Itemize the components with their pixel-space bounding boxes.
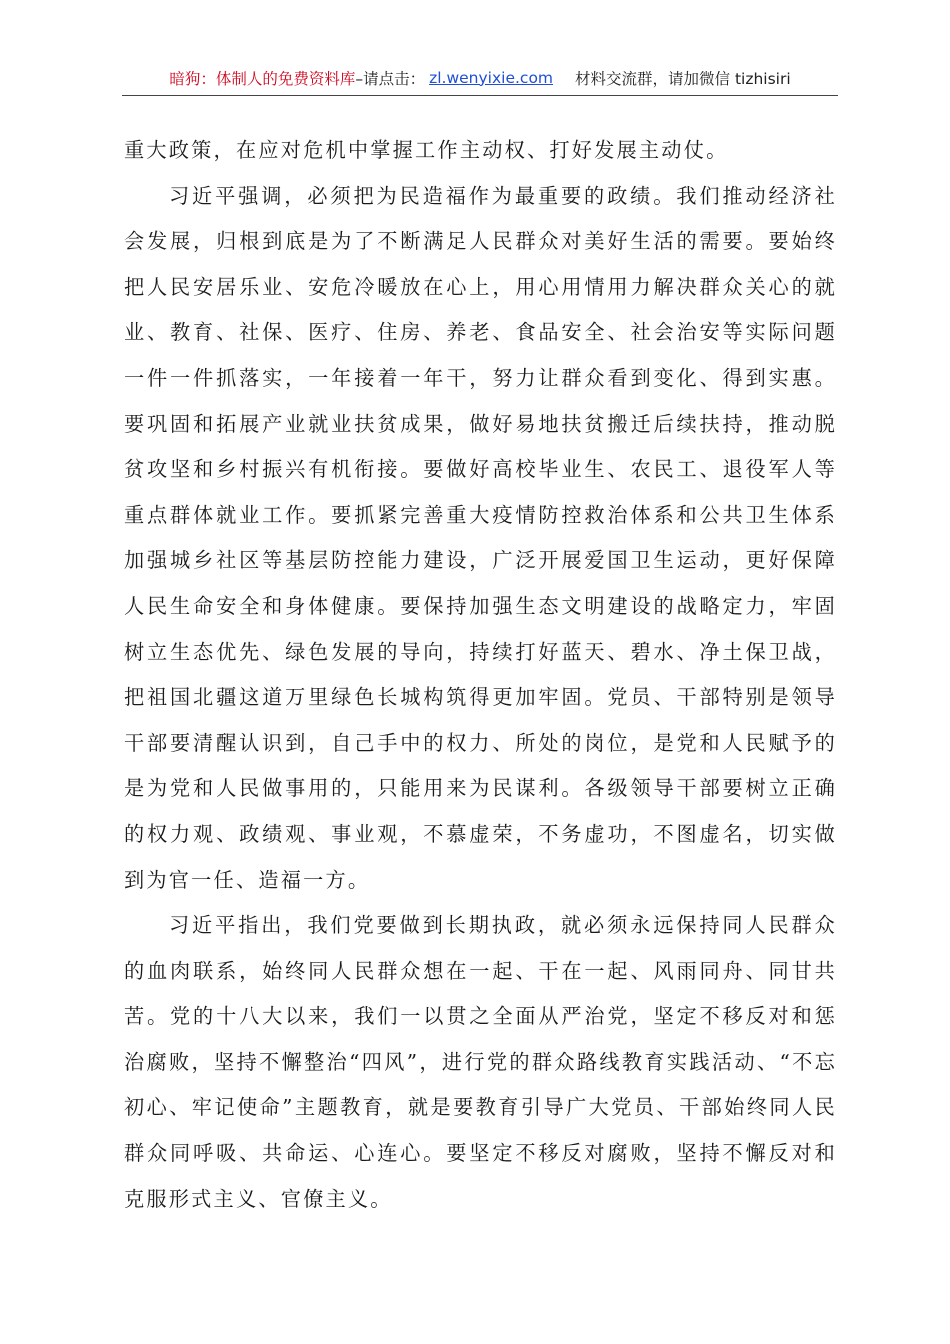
page-header bbox=[122, 64, 838, 96]
paragraph-continued: 重大政策，在应对危机中掌握工作主动权、打好发展主动仗。 bbox=[124, 138, 729, 162]
header-contact: 材料交流群，请加微信 tizhisiri bbox=[575, 69, 791, 88]
paragraph-livelihood: 习近平强调，必须把为民造福作为最重要的政绩。我们推动经济社会发展，归根到底是为了不断满足人民群众对美好生活的需要。要始终把人民安居乐业、安危冷暖放在心上，用心用情用力解决群众关心的就业、教育、社保、医疗、住房、养老、食品安全、社会治安等实际问题一件一件抓落实，一年接着一年干，努力让群众看到变化、得到实惠。要巩固和拓展产业就业扶贫成果，做好易地扶贫搬迁后续扶持，推动脱贫攻坚和乡村振兴有机衔接。要做好高校毕业生、农民工、退役军人等重点群体就业工作。要抓紧完善重大疫情防控救治体系和公共卫生体系加强城乡社区等基层防控能力建设，广泛开展爱国卫生运动，更好保障人民生命安全和身体健康。要保持加强生态文明建设的战略定力，牢固树立生态优先、绿色发展的导向，持续打好蓝天、碧水、净土保卫战，把祖国北疆这道万里绿色长城构筑得更加牢固。党员、干部特别是领导干部要清醒认识到，自己手中的权力、所处的岗位，是党和人民赋予的是为党和人民做事用的，只能用来为民谋利。各级领导干部要树立正确的权力观、政绩观、事业观，不慕虚荣，不务虚功，不图虚名，切实做到为官一任、造福一方。 bbox=[124, 183, 837, 892]
paragraph-party-ties: 习近平指出，我们党要做到长期执政，就必须永远保持同人民群众的血肉联系，始终同人民群众想在一起、干在一起、风雨同舟、同甘共苦。党的十八大以来，我们一以贯之全面从严治党，坚定不移反对和惩治腐败，坚持不懈整治“四风”，进行党的群众路线教育实践活动、“不忘初心、牢记使命”主题教育，就是要教育引导广大党员、干部始终同人民群众同呼吸、共命运、心连心。要坚定不移反对腐败，坚持不懈反对和克服形式主义、官僚主义。 bbox=[124, 913, 837, 1211]
document-body bbox=[124, 128, 837, 1222]
header-brand: 暗狗：体制人的免费资料库 bbox=[169, 69, 356, 88]
header-prompt: –请点击： bbox=[355, 69, 426, 88]
header-link[interactable]: zl.wenyixie.com bbox=[429, 68, 554, 87]
